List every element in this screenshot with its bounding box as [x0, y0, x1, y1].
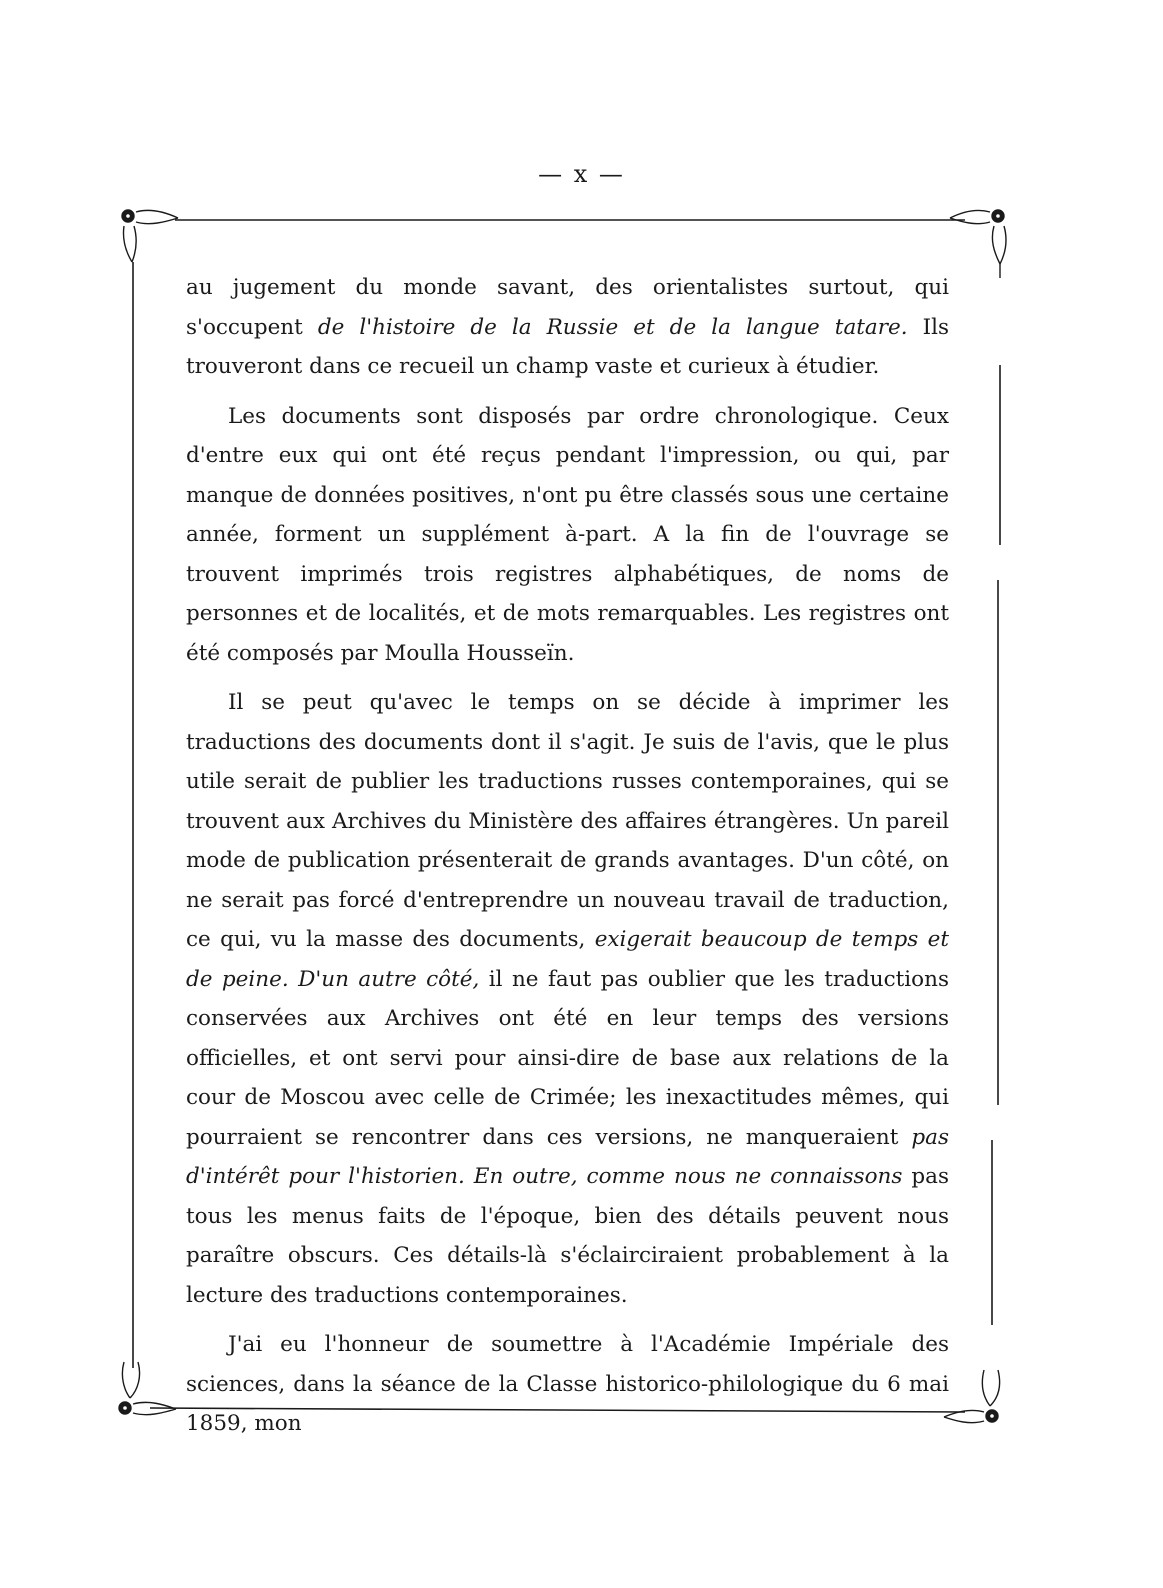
italic-text-segment: exigerait beaucoup de temps et de peine. D'un autre côté,	[186, 927, 949, 992]
italic-text-segment: pas d'intérêt pour l'historien. En outre, comme nous ne connaissons	[186, 1124, 949, 1189]
corner-ornament-top-left	[122, 210, 178, 262]
text-segment: pas tous les menus faits de l'époque, bien des détails peuvent nous paraître obscurs. Ces détails-là s'éclairciraient probablement à la lecture des traductions contemporaines.	[186, 1164, 949, 1308]
text-segment: Les documents sont disposés par ordre chronologique. Ceux d'entre eux qui ont été reçus pendant l'impression, ou qui, par manque de données positives, n'ont pu être classés sous une certaine année, forment un supplément à-part. A la fin de l'ouvrage se trouvent imprimés trois registres alphabétiques, de noms de personnes et de localités, et de mots remarquables. Les registres ont été composés par Moulla Housseïn.	[186, 403, 949, 666]
paragraph-2	[186, 397, 949, 674]
corner-ornament-bottom-right	[944, 1370, 1000, 1423]
text-segment: Il se peut qu'avec le temps on se décide à imprimer les traductions des documents dont il s'agit. Je suis de l'avis, que le plus utile serait de publier les traductions russes contemporaines, qui se trouvent aux Archives du Ministère des affaires étrangères. Un pareil mode de publication présenterait de grands avantages. D'un côté, on ne serait pas forcé d'entreprendre un nouveau travail de traduction, ce qui, vu la masse des documents,	[186, 690, 949, 952]
text-segment: J'ai eu l'honneur de soumettre à l'Académie Impériale des sciences, dans la séance de la Classe historico-philologique du 6 mai 1859, mon	[186, 1332, 949, 1436]
text-segment: au jugement du monde savant, des orientalistes surtout, qui s'occupent	[186, 275, 949, 340]
corner-ornament-top-right	[950, 210, 1006, 278]
body-text	[186, 268, 949, 1454]
paragraph-4	[186, 1325, 949, 1444]
text-segment: il ne faut pas oublier que les traductions conservées aux Archives ont été en leur temps des versions officielles, et ont servi pour ainsi-dire de base aux relations de la cour de Moscou avec celle de Crimée; les inexactitudes mêmes, qui pourraient se rencontrer dans ces versions, ne manqueraient	[186, 966, 949, 1150]
page-number: — x —	[538, 160, 625, 188]
paragraph-1	[186, 268, 949, 387]
corner-ornament-bottom-left	[119, 1362, 176, 1415]
text-segment: Ils trouveront dans ce recueil un champ vaste et curieux à étudier.	[186, 314, 949, 379]
italic-text-segment: de l'histoire de la Russie et de la langue tatare.	[317, 314, 908, 340]
paragraph-3	[186, 683, 949, 1315]
